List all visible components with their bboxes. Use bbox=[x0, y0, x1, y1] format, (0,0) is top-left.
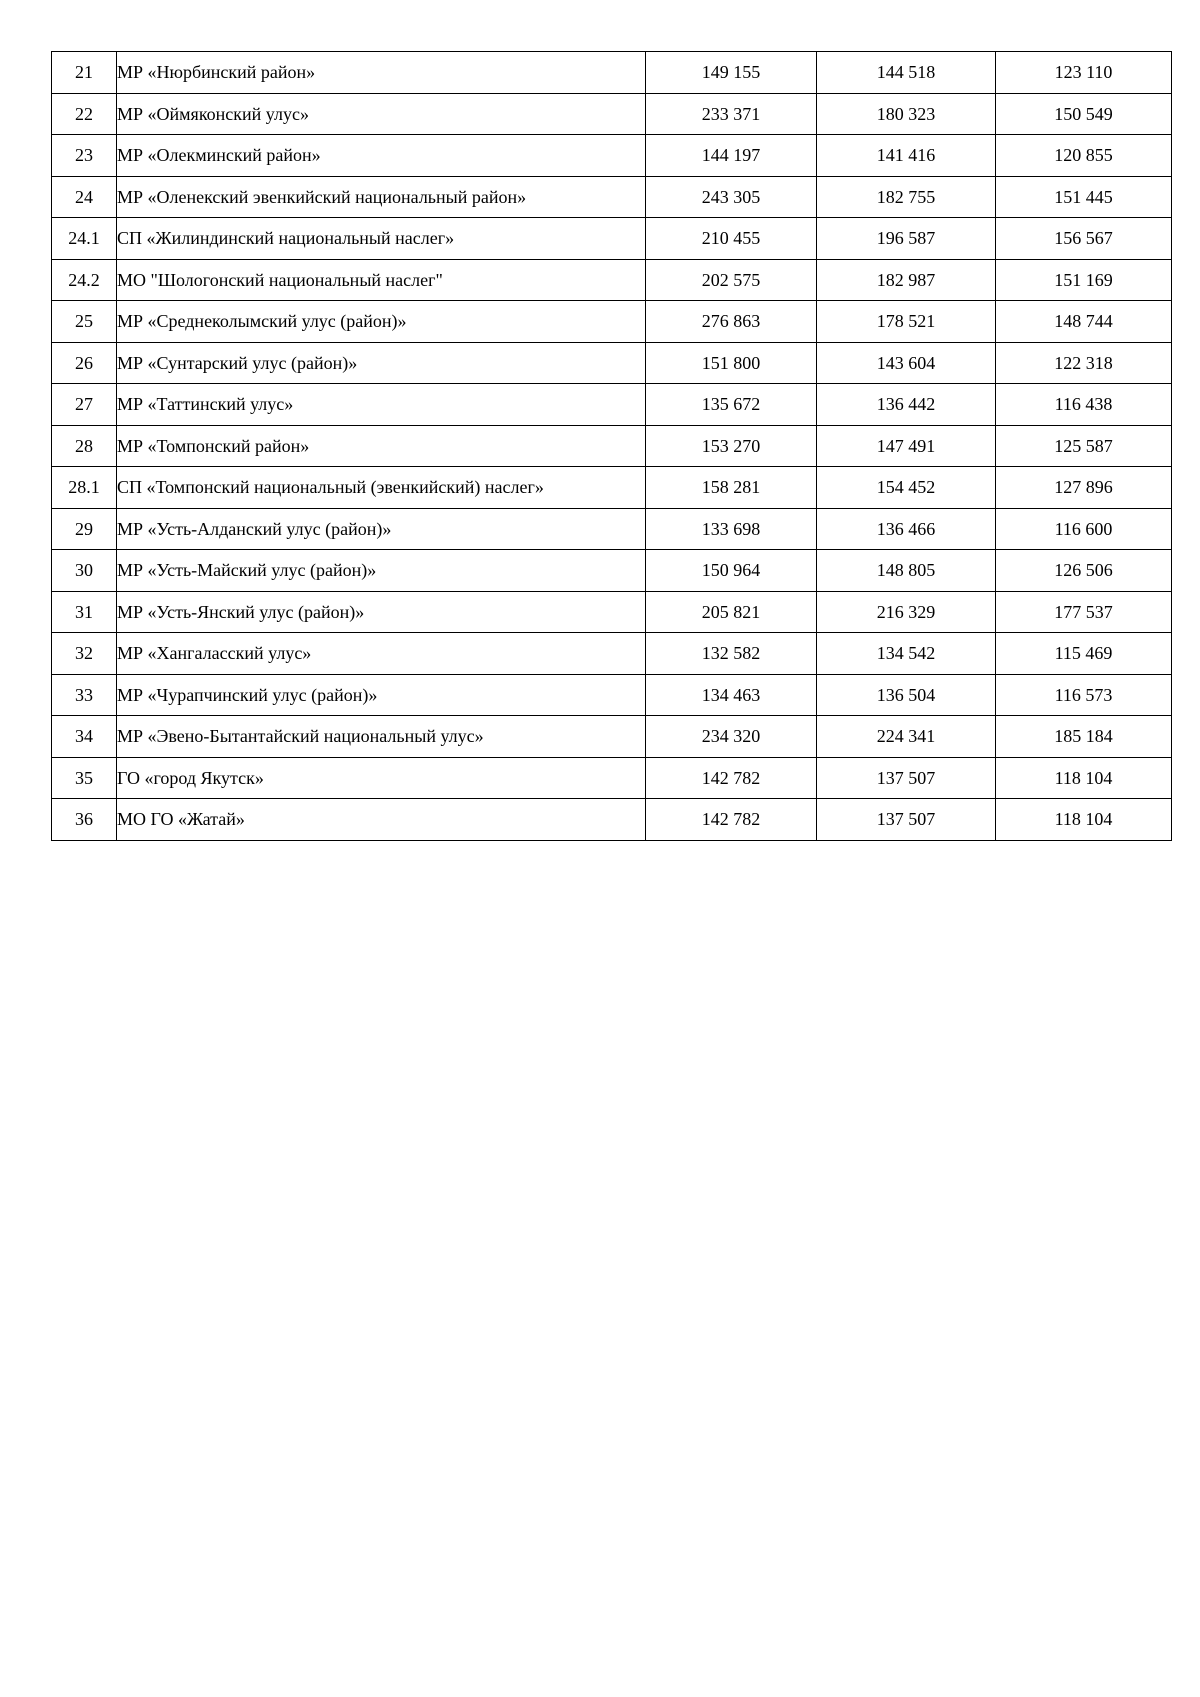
municipality-name-cell: МР «Среднеколымский улус (район)» bbox=[117, 301, 646, 343]
row-number-cell: 24.1 bbox=[52, 218, 117, 260]
value-col-2-cell: 182 987 bbox=[817, 259, 996, 301]
row-number-cell: 24 bbox=[52, 176, 117, 218]
value-col-3-cell: 177 537 bbox=[996, 591, 1172, 633]
value-col-1-cell: 276 863 bbox=[646, 301, 817, 343]
municipality-name-cell: МР «Таттинский улус» bbox=[117, 384, 646, 426]
value-col-2-cell: 141 416 bbox=[817, 135, 996, 177]
value-col-3-cell: 126 506 bbox=[996, 550, 1172, 592]
value-col-2-cell: 224 341 bbox=[817, 716, 996, 758]
row-number-cell: 27 bbox=[52, 384, 117, 426]
value-col-1-cell: 134 463 bbox=[646, 674, 817, 716]
value-col-1-cell: 151 800 bbox=[646, 342, 817, 384]
value-col-2-cell: 180 323 bbox=[817, 93, 996, 135]
municipality-name-cell: СП «Жилиндинский национальный наслег» bbox=[117, 218, 646, 260]
value-col-2-cell: 136 466 bbox=[817, 508, 996, 550]
value-col-2-cell: 147 491 bbox=[817, 425, 996, 467]
value-col-2-cell: 143 604 bbox=[817, 342, 996, 384]
value-col-3-cell: 122 318 bbox=[996, 342, 1172, 384]
value-col-1-cell: 205 821 bbox=[646, 591, 817, 633]
municipality-name-cell: СП «Томпонский национальный (эвенкийский) наслег» bbox=[117, 467, 646, 509]
table-row bbox=[52, 52, 1172, 94]
table-row bbox=[52, 716, 1172, 758]
table-row bbox=[52, 384, 1172, 426]
municipality-name-cell: МР «Чурапчинский улус (район)» bbox=[117, 674, 646, 716]
table-row bbox=[52, 342, 1172, 384]
value-col-1-cell: 144 197 bbox=[646, 135, 817, 177]
value-col-1-cell: 132 582 bbox=[646, 633, 817, 675]
table-row bbox=[52, 425, 1172, 467]
value-col-3-cell: 116 438 bbox=[996, 384, 1172, 426]
row-number-cell: 26 bbox=[52, 342, 117, 384]
municipality-name-cell: МР «Эвено-Бытантайский национальный улус» bbox=[117, 716, 646, 758]
value-col-2-cell: 148 805 bbox=[817, 550, 996, 592]
value-col-2-cell: 178 521 bbox=[817, 301, 996, 343]
value-col-3-cell: 118 104 bbox=[996, 757, 1172, 799]
row-number-cell: 29 bbox=[52, 508, 117, 550]
value-col-3-cell: 150 549 bbox=[996, 93, 1172, 135]
municipality-name-cell: МР «Томпонский район» bbox=[117, 425, 646, 467]
value-col-2-cell: 182 755 bbox=[817, 176, 996, 218]
table-row bbox=[52, 218, 1172, 260]
row-number-cell: 32 bbox=[52, 633, 117, 675]
table-row bbox=[52, 757, 1172, 799]
row-number-cell: 23 bbox=[52, 135, 117, 177]
municipality-name-cell: МР «Усть-Майский улус (район)» bbox=[117, 550, 646, 592]
table-row bbox=[52, 633, 1172, 675]
row-number-cell: 22 bbox=[52, 93, 117, 135]
table-row bbox=[52, 301, 1172, 343]
value-col-2-cell: 196 587 bbox=[817, 218, 996, 260]
value-col-3-cell: 127 896 bbox=[996, 467, 1172, 509]
table-row bbox=[52, 467, 1172, 509]
value-col-1-cell: 142 782 bbox=[646, 799, 817, 841]
value-col-3-cell: 118 104 bbox=[996, 799, 1172, 841]
municipality-name-cell: МР «Хангаласский улус» bbox=[117, 633, 646, 675]
municipality-name-cell: МР «Оленекский эвенкийский национальный район» bbox=[117, 176, 646, 218]
table-row bbox=[52, 799, 1172, 841]
value-col-1-cell: 142 782 bbox=[646, 757, 817, 799]
municipality-name-cell: МР «Олекминский район» bbox=[117, 135, 646, 177]
value-col-3-cell: 185 184 bbox=[996, 716, 1172, 758]
value-col-3-cell: 125 587 bbox=[996, 425, 1172, 467]
value-col-1-cell: 234 320 bbox=[646, 716, 817, 758]
value-col-1-cell: 153 270 bbox=[646, 425, 817, 467]
table-row bbox=[52, 591, 1172, 633]
municipality-name-cell: МР «Усть-Алданский улус (район)» bbox=[117, 508, 646, 550]
value-col-3-cell: 148 744 bbox=[996, 301, 1172, 343]
municipality-name-cell: ГО «город Якутск» bbox=[117, 757, 646, 799]
row-number-cell: 31 bbox=[52, 591, 117, 633]
value-col-2-cell: 137 507 bbox=[817, 799, 996, 841]
row-number-cell: 34 bbox=[52, 716, 117, 758]
municipalities-table bbox=[51, 51, 1172, 841]
value-col-3-cell: 123 110 bbox=[996, 52, 1172, 94]
value-col-3-cell: 116 573 bbox=[996, 674, 1172, 716]
municipality-name-cell: МО ГО «Жатай» bbox=[117, 799, 646, 841]
value-col-1-cell: 149 155 bbox=[646, 52, 817, 94]
value-col-2-cell: 134 542 bbox=[817, 633, 996, 675]
row-number-cell: 25 bbox=[52, 301, 117, 343]
table-row bbox=[52, 176, 1172, 218]
value-col-2-cell: 136 504 bbox=[817, 674, 996, 716]
value-col-3-cell: 151 169 bbox=[996, 259, 1172, 301]
value-col-1-cell: 243 305 bbox=[646, 176, 817, 218]
value-col-2-cell: 154 452 bbox=[817, 467, 996, 509]
table-row bbox=[52, 550, 1172, 592]
municipality-name-cell: МР «Оймяконский улус» bbox=[117, 93, 646, 135]
value-col-3-cell: 115 469 bbox=[996, 633, 1172, 675]
value-col-1-cell: 133 698 bbox=[646, 508, 817, 550]
value-col-3-cell: 120 855 bbox=[996, 135, 1172, 177]
row-number-cell: 36 bbox=[52, 799, 117, 841]
table-row bbox=[52, 93, 1172, 135]
document-page bbox=[51, 51, 1168, 841]
table-row bbox=[52, 135, 1172, 177]
value-col-1-cell: 233 371 bbox=[646, 93, 817, 135]
municipality-name-cell: МО "Шологонский национальный наслег" bbox=[117, 259, 646, 301]
table-row bbox=[52, 508, 1172, 550]
value-col-1-cell: 150 964 bbox=[646, 550, 817, 592]
value-col-3-cell: 151 445 bbox=[996, 176, 1172, 218]
row-number-cell: 21 bbox=[52, 52, 117, 94]
row-number-cell: 24.2 bbox=[52, 259, 117, 301]
row-number-cell: 28 bbox=[52, 425, 117, 467]
table-row bbox=[52, 259, 1172, 301]
municipality-name-cell: МР «Нюрбинский район» bbox=[117, 52, 646, 94]
value-col-2-cell: 136 442 bbox=[817, 384, 996, 426]
value-col-1-cell: 135 672 bbox=[646, 384, 817, 426]
table-body bbox=[52, 52, 1172, 841]
row-number-cell: 33 bbox=[52, 674, 117, 716]
value-col-3-cell: 116 600 bbox=[996, 508, 1172, 550]
row-number-cell: 28.1 bbox=[52, 467, 117, 509]
value-col-3-cell: 156 567 bbox=[996, 218, 1172, 260]
value-col-2-cell: 144 518 bbox=[817, 52, 996, 94]
value-col-2-cell: 216 329 bbox=[817, 591, 996, 633]
value-col-1-cell: 210 455 bbox=[646, 218, 817, 260]
value-col-1-cell: 158 281 bbox=[646, 467, 817, 509]
row-number-cell: 30 bbox=[52, 550, 117, 592]
table-row bbox=[52, 674, 1172, 716]
row-number-cell: 35 bbox=[52, 757, 117, 799]
municipality-name-cell: МР «Усть-Янский улус (район)» bbox=[117, 591, 646, 633]
municipality-name-cell: МР «Сунтарский улус (район)» bbox=[117, 342, 646, 384]
value-col-1-cell: 202 575 bbox=[646, 259, 817, 301]
value-col-2-cell: 137 507 bbox=[817, 757, 996, 799]
